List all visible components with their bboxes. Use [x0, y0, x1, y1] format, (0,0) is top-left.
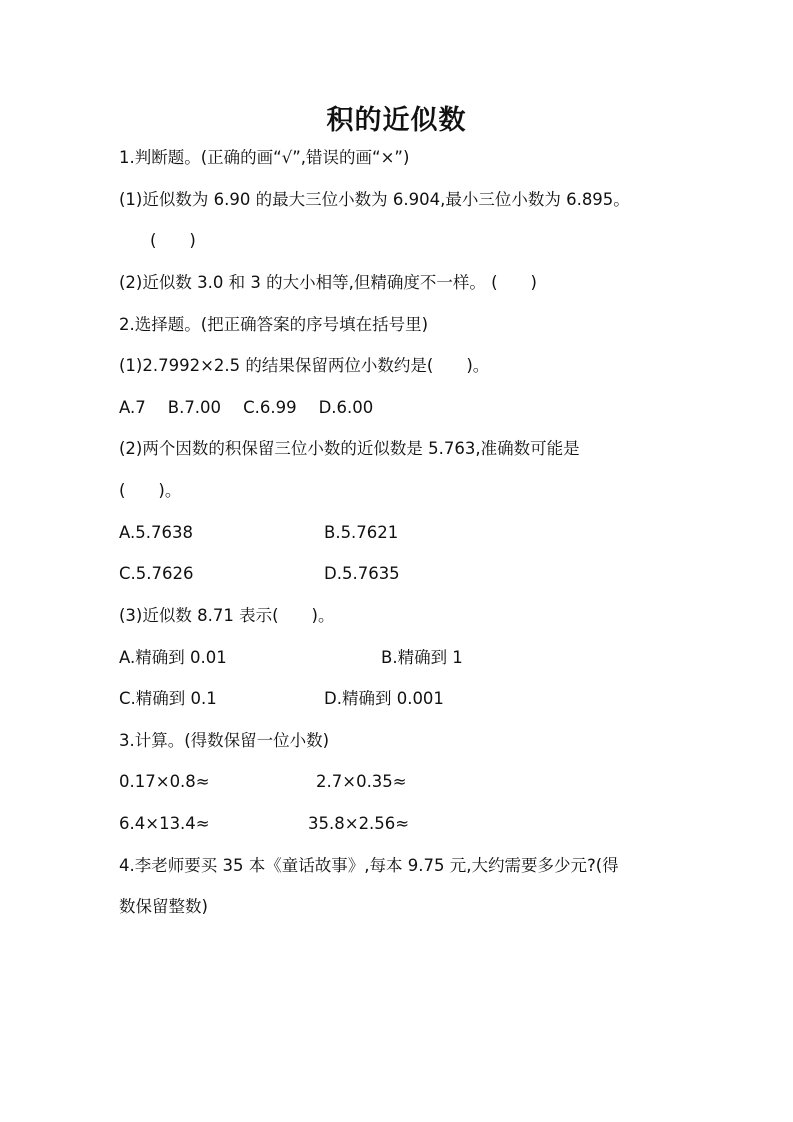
q2-item3-option-d: D.精确到 0.001 [324, 689, 444, 708]
q2-item3-text: (3)近似数 8.71 表示( )。 [119, 606, 335, 625]
q2-item1-options [119, 400, 395, 417]
q2-item3-option-b: B.精确到 1 [381, 648, 463, 667]
option-b: B.7.00 [167, 398, 222, 417]
q1-header: 1.判断题。(正确的画“√”,错误的画“×”) [119, 148, 410, 167]
q1-item1-text: (1)近似数为 6.90 的最大三位小数为 6.904,最小三位小数为 6.895。 [119, 190, 630, 209]
option-c: C.6.99 [243, 398, 297, 417]
q3-header: 3.计算。(得数保留一位小数) [119, 731, 330, 750]
q2-item2-option-a: A.5.7638 [119, 523, 193, 542]
q3-expr-1: 0.17×0.8≈ [119, 772, 210, 791]
q2-item2-option-b: B.5.7621 [324, 523, 399, 542]
q4-text: 4.李老师要买 35 本《童话故事》,每本 9.75 元,大约需要多少元?(得 [119, 856, 619, 875]
q3-expr-3: 6.4×13.4≈ [119, 814, 210, 833]
q2-item3-option-c: C.精确到 0.1 [119, 689, 217, 708]
q1-item2-text: (2)近似数 3.0 和 3 的大小相等,但精确度不一样。 ( ) [119, 273, 537, 292]
q2-item2-option-c: C.5.7626 [119, 564, 194, 583]
page-title: 积的近似数 [326, 105, 467, 136]
q2-header: 2.选择题。(把正确答案的序号填在括号里) [119, 315, 429, 334]
q2-item3-option-a: A.精确到 0.01 [119, 648, 227, 667]
q2-item2-text: (2)两个因数的积保留三位小数的近似数是 5.763,准确数可能是 [119, 439, 580, 458]
q4-text-cont: 数保留整数) [119, 897, 208, 916]
q2-item1-text: (1)2.7992×2.5 的结果保留两位小数约是( )。 [119, 356, 490, 375]
q2-item2-option-d: D.5.7635 [324, 564, 400, 583]
q2-item2-answer-blank: ( )。 [119, 481, 182, 500]
q3-expr-4: 35.8×2.56≈ [308, 814, 410, 833]
q3-expr-2: 2.7×0.35≈ [316, 772, 407, 791]
q1-item1-answer-blank: ( ) [150, 231, 196, 250]
option-d: D.6.00 [318, 398, 374, 417]
option-a: A.7 [119, 398, 146, 417]
